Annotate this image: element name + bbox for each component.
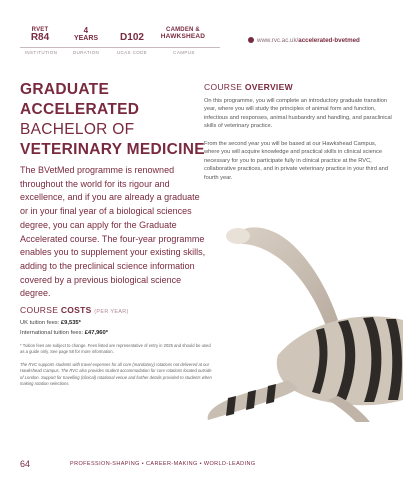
overview-heading-light: COURSE <box>204 82 245 92</box>
duration-small: 4 <box>83 26 89 35</box>
tail-stripes <box>226 384 276 416</box>
intro-paragraph: The BVetMed programme is renowned throughout the world for its rigour and excellence, and if you are already a graduate or in your final year of a biological sciences degree, you can apply for the Graduate Accelerated course. The four-year programme enables you to supplement your existing skills, adding to the preclinical science information covered by a previous biological science degree. <box>20 165 206 299</box>
ucas-code <box>112 33 152 43</box>
institution-code <box>20 27 60 43</box>
cat-front-leg <box>238 227 338 326</box>
costs-heading-light: COURSE <box>20 305 61 315</box>
intl-fee <box>20 330 108 336</box>
url-path: accelerated-bvetmed <box>298 37 360 44</box>
uk-fee-label: UK tuition fees: <box>20 320 61 326</box>
globe-icon <box>248 37 254 43</box>
intl-fee-value: £47,960* <box>84 330 108 336</box>
costs-heading-period: (PER YEAR) <box>94 309 129 315</box>
footer-tagline: PROFESSION-SHAPING • CAREER-MAKING • WORLD-LEADING <box>70 461 256 467</box>
page-title <box>20 80 210 160</box>
cat-paw <box>226 228 250 244</box>
campus-caption: CAMPUS <box>173 50 195 55</box>
duration-caption: DURATION <box>72 50 100 55</box>
campus-info <box>157 27 209 41</box>
rotation-support-note: The RVC supports students with travel expenses for all core (mandatory) rotations not delivered at our Hawkshead Campus. The RVC also provides student accommodation for core rotations located outside of London. Support for travelling (clinical) rotational venue and further details provided to students when making rotation selections. <box>20 362 212 387</box>
intl-fee-label: International tuition fees: <box>20 330 85 336</box>
title-line-2: ACCELERATED <box>20 101 140 118</box>
cat-photo <box>198 170 403 425</box>
header-divider <box>20 47 220 48</box>
overview-paragraph-1: On this programme, you will complete an introductory graduate transition year, where you will study the principles of animal form and function, infectious and responses, animal husbandry and handling, and paraclinical skills of veterinary practice. <box>204 98 392 130</box>
institution-caption: INSTITUTION <box>24 50 58 55</box>
title-line-3: BACHELOR OF <box>20 121 135 138</box>
duration-big: YEARS <box>73 35 99 42</box>
costs-heading <box>20 305 129 315</box>
overview-heading <box>204 82 293 92</box>
uk-fee-value: £9,535* <box>60 320 81 326</box>
overview-heading-bold: OVERVIEW <box>244 82 293 92</box>
institution-big: R84 <box>30 32 50 43</box>
page-number: 64 <box>20 459 31 469</box>
title-line-4: VETERINARY MEDICINE <box>20 141 205 158</box>
overview-paragraph-2: From the second year you will be based at our Hawkshead Campus, where you will acquire knowledge and practical skills in clinical science necessary for you to participate fully in clinical practice at the RVC, collaborative practices, and in private veterinary practice in your third and fourth year. <box>204 141 388 181</box>
title-line-1: GRADUATE <box>20 81 110 98</box>
campus-small: CAMDEN & <box>166 27 200 33</box>
costs-heading-bold: COSTS <box>60 305 92 315</box>
fees-footnote: * Tuition fees are subject to change. Fees listed are representative of entry in 2025 and should be used as a guide only. See page 58 for more information. <box>20 343 211 355</box>
course-url[interactable] <box>248 37 398 44</box>
ucas-big: D102 <box>120 32 144 43</box>
duration-info <box>64 27 108 44</box>
url-prefix: www.rvc.ac.uk/ <box>257 37 299 44</box>
campus-big: HAWKSHEAD <box>160 33 206 40</box>
uk-fee <box>20 320 81 326</box>
institution-small: RVET <box>31 27 49 33</box>
ucas-caption: UCAS CODE <box>116 50 148 55</box>
